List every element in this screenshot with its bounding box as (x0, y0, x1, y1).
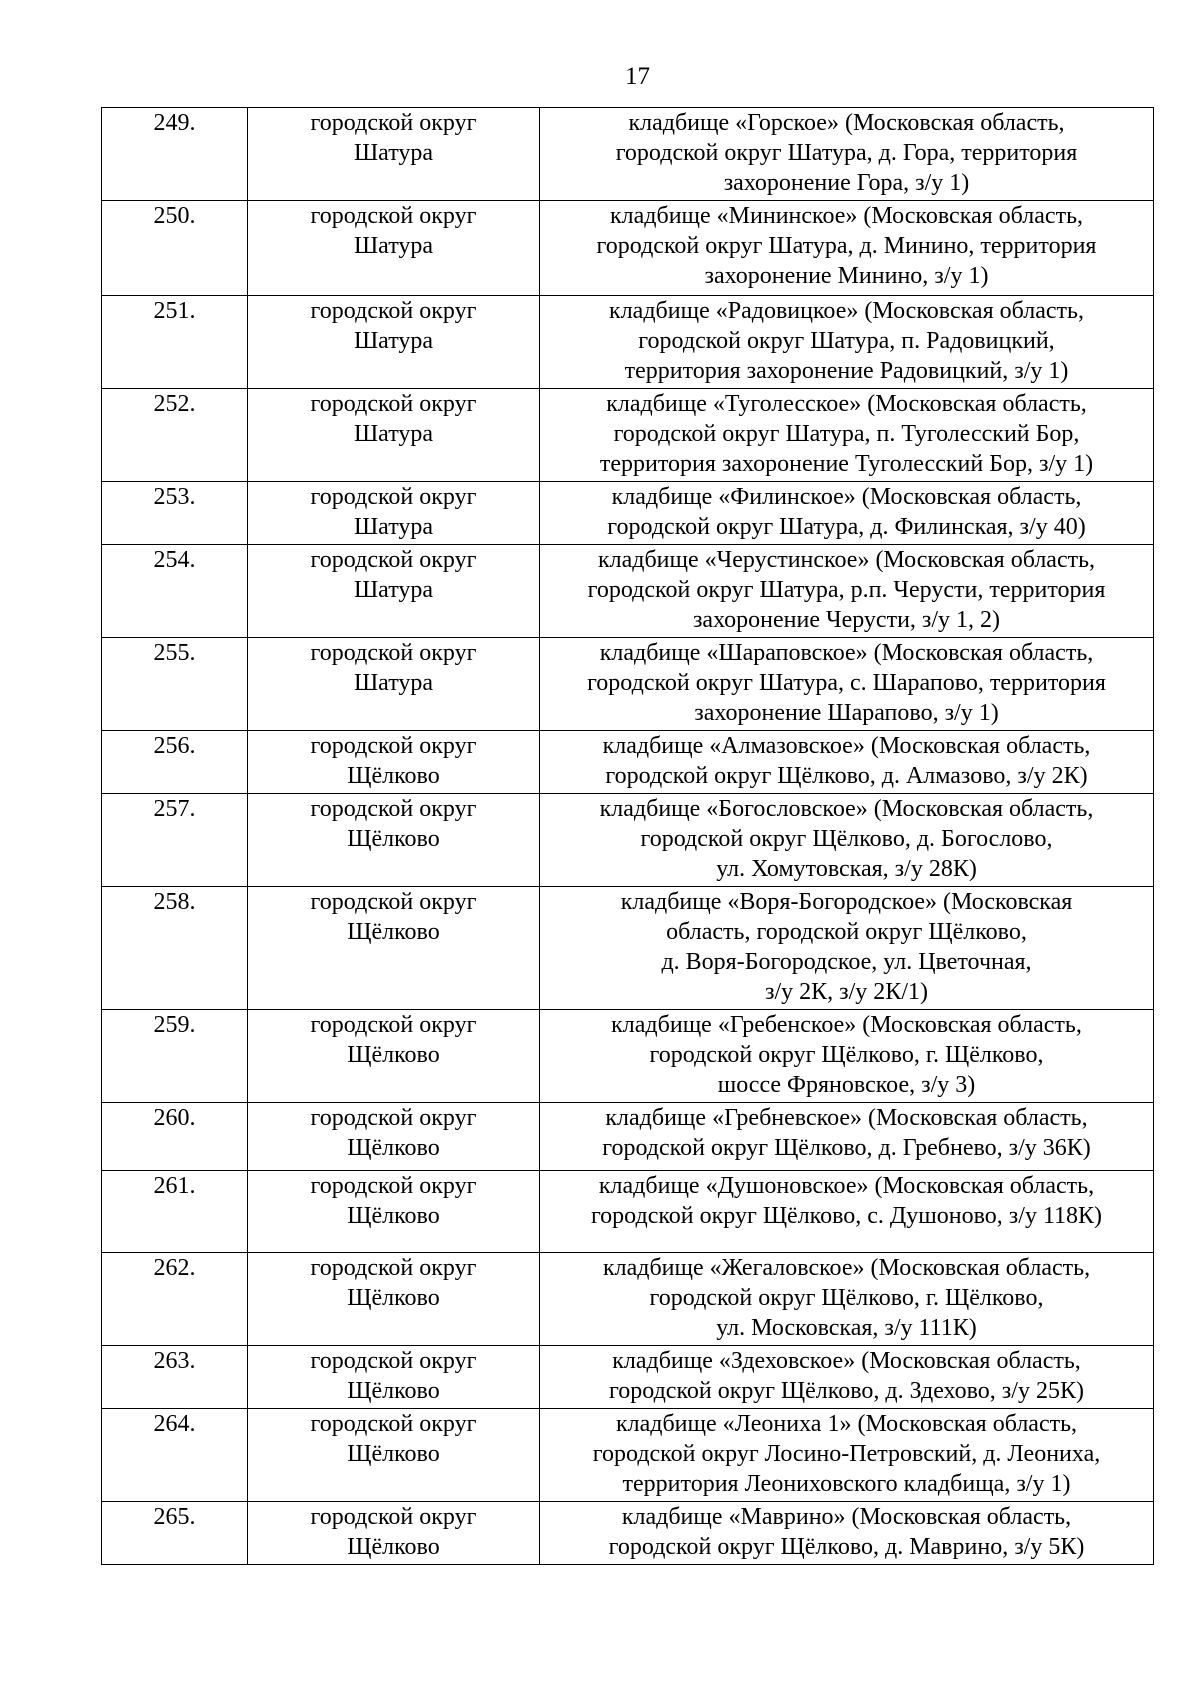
cemetery-line: городской округ Щёлково, с. Душоново, з/у 118К) (590, 1203, 1103, 1229)
district-cell (248, 731, 540, 794)
table-row (102, 638, 1154, 731)
district-line: городской округ (310, 733, 477, 759)
district-line: Щёлково (347, 1378, 440, 1404)
district-line: Шатура (353, 328, 434, 354)
district-cell (248, 887, 540, 1010)
table-row (102, 201, 1154, 296)
cemetery-line: кладбище «Черустинское» (Московская область, (597, 547, 1096, 573)
district-cell (248, 1103, 540, 1171)
cemetery-line: городской округ Шатура, п. Радовицкий, (638, 328, 1055, 354)
table-row (102, 389, 1154, 482)
district-cell (248, 1409, 540, 1502)
table-row (102, 1346, 1154, 1409)
cemetery-line: область, городской округ Щёлково, (666, 919, 1027, 945)
cemetery-line: городской округ Шатура, д. Минино, территория (596, 233, 1097, 259)
cemetery-line: кладбище «Туголесское» (Московская область, (606, 391, 1087, 417)
cemetery-line: кладбище «Гребневское» (Московская область, (605, 1105, 1088, 1131)
cemetery-line: кладбище «Алмазовское» (Московская область, (602, 733, 1091, 759)
table-row (102, 1253, 1154, 1346)
cemetery-cell (540, 887, 1154, 1010)
table-row (102, 108, 1154, 201)
cemetery-line: городской округ Щёлково, д. Маврино, з/у 5К) (608, 1534, 1085, 1560)
district-line: городской округ (310, 1105, 477, 1131)
row-number: 250. (102, 201, 248, 296)
cemetery-line: кладбище «Горское» (Московская область, (628, 110, 1065, 136)
district-cell (248, 794, 540, 887)
table-row (102, 1010, 1154, 1103)
cemetery-line: территория Леониховского кладбища, з/у 1) (622, 1471, 1071, 1497)
cemetery-line: кладбище «Жегаловское» (Московская область, (602, 1255, 1091, 1281)
district-line: Щёлково (347, 1203, 440, 1229)
district-line: Шатура (353, 421, 434, 447)
district-cell (248, 545, 540, 638)
table-row (102, 887, 1154, 1010)
table-row (102, 1502, 1154, 1565)
table-row (102, 1409, 1154, 1502)
cemetery-line: кладбище «Мининское» (Московская область, (609, 203, 1084, 229)
row-number: 262. (102, 1253, 248, 1346)
row-number: 258. (102, 887, 248, 1010)
district-cell (248, 638, 540, 731)
district-line: городской округ (310, 547, 477, 573)
row-number: 253. (102, 482, 248, 545)
district-line: Шатура (353, 577, 434, 603)
cemetery-cell (540, 389, 1154, 482)
cemetery-line: ул. Московская, з/у 111К) (716, 1315, 977, 1341)
row-number: 265. (102, 1502, 248, 1565)
cemetery-line: кладбище «Здеховское» (Московская область, (612, 1348, 1081, 1374)
cemetery-line: городской округ Шатура, р.п. Черусти, территория (587, 577, 1106, 603)
cemetery-cell (540, 1253, 1154, 1346)
district-line: Щёлково (347, 919, 440, 945)
district-line: городской округ (310, 1255, 477, 1281)
row-number: 256. (102, 731, 248, 794)
cemetery-cell (540, 794, 1154, 887)
cemetery-cell (540, 638, 1154, 731)
district-cell (248, 1502, 540, 1565)
cemetery-line: кладбище «Радовицкое» (Московская область, (609, 298, 1084, 324)
page-number: 17 (625, 63, 650, 90)
district-line: городской округ (310, 796, 477, 822)
table-row (102, 545, 1154, 638)
cemetery-line: городской округ Щёлково, г. Щёлково, (649, 1042, 1044, 1068)
district-line: городской округ (310, 391, 477, 417)
cemetery-cell (540, 1502, 1154, 1565)
district-line: городской округ (310, 1348, 477, 1374)
cemetery-cell (540, 731, 1154, 794)
district-cell (248, 1253, 540, 1346)
row-number: 261. (102, 1171, 248, 1253)
district-line: городской округ (310, 1012, 477, 1038)
district-cell (248, 1171, 540, 1253)
cemetery-cell (540, 545, 1154, 638)
cemetery-cell (540, 108, 1154, 201)
cemetery-line: захоронение Шарапово, з/у 1) (694, 700, 999, 726)
district-line: Щёлково (347, 1441, 440, 1467)
district-cell (248, 389, 540, 482)
district-line: городской округ (310, 889, 477, 915)
row-number: 255. (102, 638, 248, 731)
cemetery-line: шоссе Фряновское, з/у 3) (717, 1072, 976, 1098)
cemetery-line: городской округ Шатура, с. Шарапово, территория (587, 670, 1106, 696)
cemetery-cell (540, 201, 1154, 296)
cemetery-cell (540, 482, 1154, 545)
cemetery-line: з/у 2К, з/у 2К/1) (765, 979, 928, 1005)
district-line: Шатура (353, 514, 434, 540)
district-cell (248, 201, 540, 296)
cemetery-line: городской округ Шатура, д. Филинская, з/у 40) (607, 514, 1086, 540)
cemetery-cell (540, 1409, 1154, 1502)
district-line: Шатура (353, 670, 434, 696)
cemetery-line: городской округ Щёлково, г. Щёлково, (649, 1285, 1044, 1311)
district-line: городской округ (310, 203, 477, 229)
cemetery-line: кладбище «Гребенское» (Московская область, (611, 1012, 1082, 1038)
cemetery-line: кладбище «Филинское» (Московская область, (611, 484, 1082, 510)
cemetery-line: городской округ Шатура, д. Гора, территория (615, 140, 1078, 166)
district-line: Шатура (353, 233, 434, 259)
cemetery-line: кладбище «Душоновское» (Московская область, (598, 1173, 1095, 1199)
row-number: 257. (102, 794, 248, 887)
table-row (102, 482, 1154, 545)
cemetery-line: захоронение Гора, з/у 1) (723, 170, 970, 196)
cemetery-line: кладбище «Богословское» (Московская область, (599, 796, 1094, 822)
row-number: 259. (102, 1010, 248, 1103)
table-row (102, 794, 1154, 887)
cemetery-line: территория захоронение Туголесский Бор, з/у 1) (599, 451, 1094, 477)
table-row (102, 1171, 1154, 1253)
row-number: 254. (102, 545, 248, 638)
cemetery-line: д. Воря-Богородское, ул. Цветочная, (661, 949, 1032, 975)
registry-table-body (102, 108, 1154, 1565)
district-line: городской округ (310, 484, 477, 510)
cemetery-line: ул. Хомутовская, з/у 28К) (716, 856, 977, 882)
cemetery-line: захоронение Черусти, з/у 1, 2) (692, 607, 1001, 633)
cemetery-line: городской округ Щёлково, д. Здехово, з/у 25К) (609, 1378, 1084, 1404)
district-line: городской округ (310, 110, 477, 136)
row-number: 260. (102, 1103, 248, 1171)
cemetery-cell (540, 1103, 1154, 1171)
district-line: Шатура (353, 140, 434, 166)
cemetery-line: городской округ Щёлково, д. Богослово, (640, 826, 1053, 852)
cemetery-line: захоронение Минино, з/у 1) (704, 263, 989, 289)
table-row (102, 1103, 1154, 1171)
cemetery-line: кладбище «Леониха 1» (Московская область, (615, 1411, 1078, 1437)
cemetery-line: городской округ Лосино-Петровский, д. Леониха, (592, 1441, 1101, 1467)
district-line: городской округ (310, 640, 477, 666)
district-cell (248, 482, 540, 545)
district-line: Щёлково (347, 1135, 440, 1161)
district-line: городской округ (310, 1504, 477, 1530)
row-number: 252. (102, 389, 248, 482)
district-line: городской округ (310, 1411, 477, 1437)
cemetery-line: городской округ Щёлково, д. Алмазово, з/у 2К) (605, 763, 1088, 789)
district-line: городской округ (310, 298, 477, 324)
district-cell (248, 108, 540, 201)
table-row (102, 296, 1154, 389)
cemetery-cell (540, 1171, 1154, 1253)
district-line: Щёлково (347, 763, 440, 789)
district-line: Щёлково (347, 1285, 440, 1311)
cemetery-line: городской округ Щёлково, д. Гребнево, з/у 36К) (602, 1135, 1091, 1161)
cemetery-line: территория захоронение Радовицкий, з/у 1) (624, 358, 1069, 384)
table-row (102, 731, 1154, 794)
cemetery-cell (540, 1010, 1154, 1103)
district-line: городской округ (310, 1173, 477, 1199)
row-number: 264. (102, 1409, 248, 1502)
cemetery-cell (540, 296, 1154, 389)
district-cell (248, 1010, 540, 1103)
district-line: Щёлково (347, 1534, 440, 1560)
district-line: Щёлково (347, 826, 440, 852)
district-line: Щёлково (347, 1042, 440, 1068)
row-number: 251. (102, 296, 248, 389)
cemetery-line: городской округ Шатура, п. Туголесский Бор, (613, 421, 1080, 447)
cemetery-registry-table (101, 107, 1154, 1565)
row-number: 263. (102, 1346, 248, 1409)
cemetery-line: кладбище «Маврино» (Московская область, (621, 1504, 1072, 1530)
cemetery-line: кладбище «Воря-Богородское» (Московская (620, 889, 1073, 915)
cemetery-cell (540, 1346, 1154, 1409)
district-cell (248, 296, 540, 389)
cemetery-line: кладбище «Шараповское» (Московская область, (599, 640, 1094, 666)
row-number: 249. (102, 108, 248, 201)
district-cell (248, 1346, 540, 1409)
